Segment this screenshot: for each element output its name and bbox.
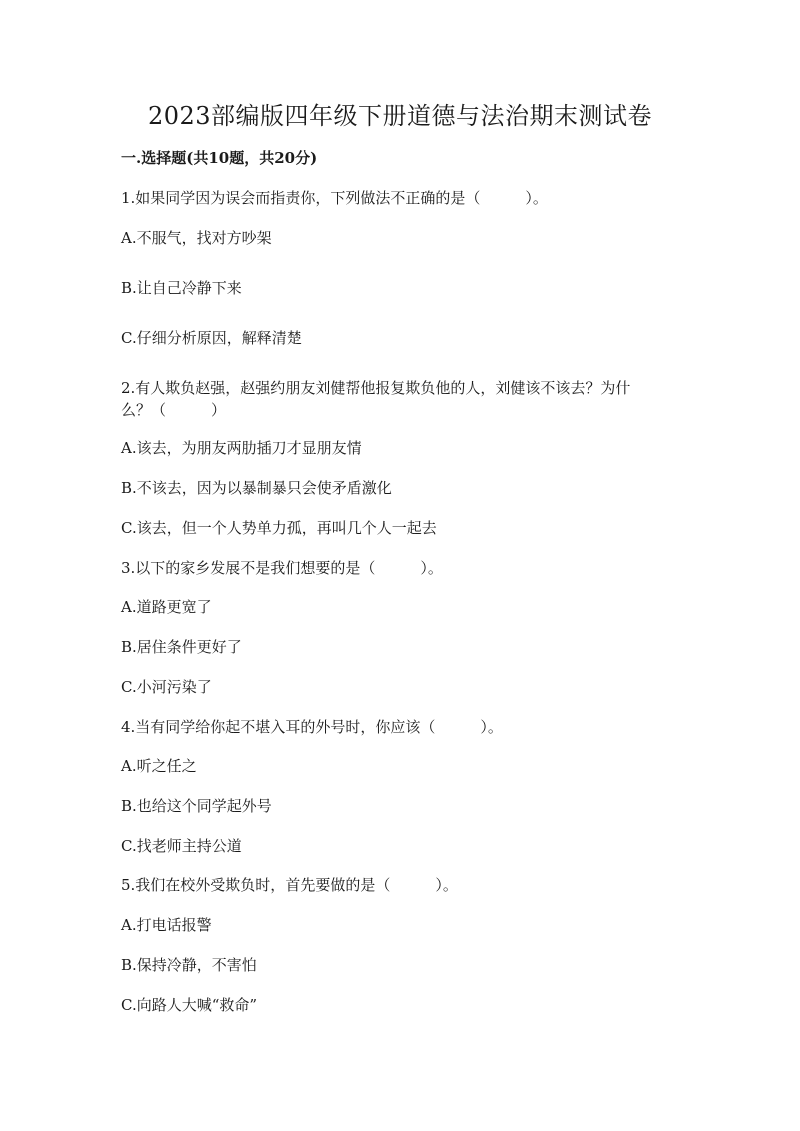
question-5-stem: 5.我们在校外受欺负时，首先要做的是（ ）。: [121, 876, 458, 894]
question-3-option-a: A.道路更宽了: [121, 598, 212, 616]
question-2-stem-line-1: 2.有人欺负赵强，赵强约朋友刘健帮他报复欺负他的人，刘健该不该去？为什: [121, 379, 631, 397]
question-5-option-c: C.向路人大喊“救命”: [121, 996, 258, 1014]
question-2-option-a: A.该去，为朋友两肋插刀才显朋友情: [121, 439, 362, 457]
question-3-stem: 3.以下的家乡发展不是我们想要的是（ ）。: [121, 559, 443, 577]
question-4-option-a: A.听之任之: [121, 757, 197, 775]
question-1-stem: 1.如果同学因为误会而指责你，下列做法不正确的是（ ）。: [121, 189, 548, 207]
question-5-option-b: B.保持冷静，不害怕: [121, 956, 257, 974]
question-1-option-b: B.让自己冷静下来: [121, 279, 242, 297]
question-3-option-b: B.居住条件更好了: [121, 638, 242, 656]
section-heading: 一.选择题(共10题，共20分): [121, 149, 318, 167]
question-4-stem: 4.当有同学给你起不堪入耳的外号时，你应该（ ）。: [121, 718, 503, 736]
question-4-option-b: B.也给这个同学起外号: [121, 797, 272, 815]
question-1-option-c: C.仔细分析原因，解释清楚: [121, 329, 302, 347]
question-4-option-c: C.找老师主持公道: [121, 837, 242, 855]
page-title: 2023部编版四年级下册道德与法治期末测试卷: [147, 102, 653, 130]
question-2-stem-line-2: 么？（ ）: [121, 401, 227, 419]
question-3-option-c: C.小河污染了: [121, 678, 212, 696]
question-1-option-a: A.不服气，找对方吵架: [121, 229, 272, 247]
question-5-option-a: A.打电话报警: [121, 916, 212, 934]
question-2-option-c: C.该去，但一个人势单力孤，再叫几个人一起去: [121, 519, 437, 537]
question-2-option-b: B.不该去，因为以暴制暴只会使矛盾激化: [121, 479, 392, 497]
